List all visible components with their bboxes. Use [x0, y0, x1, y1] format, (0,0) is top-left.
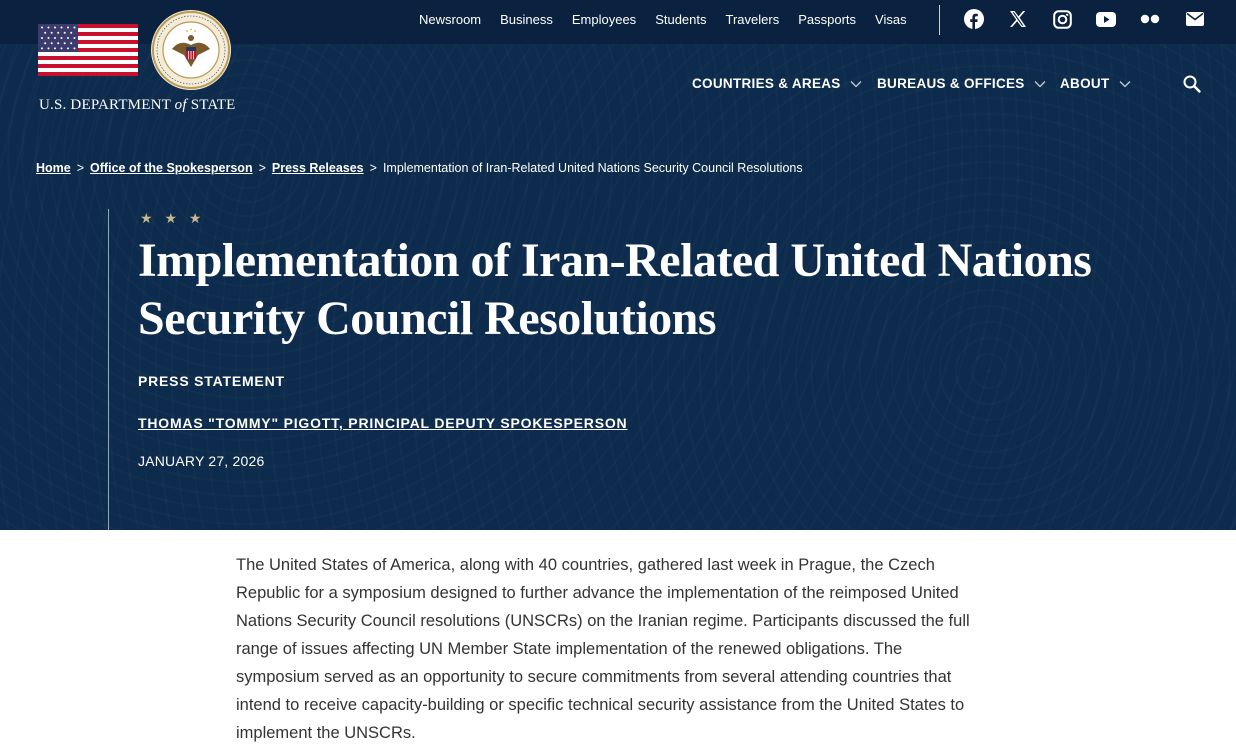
instagram-icon[interactable]	[1051, 8, 1073, 30]
chevron-down-icon	[1119, 80, 1131, 88]
flickr-icon[interactable]	[1139, 8, 1161, 30]
email-icon[interactable]	[1184, 8, 1206, 30]
nav-bureaus-label: BUREAUS & OFFICES	[877, 76, 1025, 91]
search-icon[interactable]	[1182, 74, 1202, 94]
dept-name-of: of	[174, 97, 187, 113]
breadcrumb-current: Implementation of Iran-Related United Nations Security Council Resolutions	[382, 161, 803, 175]
page-title: Implementation of Iran-Related United Nations Security Council Resolutions	[138, 234, 1092, 345]
utility-link-business[interactable]: Business	[500, 11, 553, 27]
youtube-icon[interactable]	[1095, 8, 1117, 30]
nav-countries-areas[interactable]	[692, 76, 862, 91]
dept-name-suffix: STATE	[186, 97, 236, 113]
utility-link-visas[interactable]: Visas	[875, 11, 907, 27]
utility-divider	[939, 5, 940, 35]
nav-about[interactable]	[1060, 76, 1131, 91]
chevron-down-icon	[850, 80, 862, 88]
stars-decoration: ★ ★ ★	[140, 210, 206, 226]
nav-about-label: ABOUT	[1060, 76, 1110, 91]
nav-countries-label: COUNTRIES & AREAS	[692, 76, 841, 91]
accent-divider	[108, 209, 109, 530]
author-link[interactable]: THOMAS "TOMMY" PIGOTT, PRINCIPAL DEPUTY SPOKESPERSON	[138, 415, 628, 431]
department-name[interactable]	[39, 97, 236, 114]
nav-bureaus-offices[interactable]	[877, 76, 1046, 91]
x-icon[interactable]	[1007, 8, 1029, 30]
breadcrumb-home[interactable]: Home	[36, 161, 71, 175]
department-seal-logo[interactable]	[150, 9, 232, 91]
breadcrumb-press-releases[interactable]: Press Releases	[271, 161, 364, 175]
article-body: The United States of America, along with 40 countries, gathered last week in Prague, the Czech Republic for a symposium designed to further advance the implementation of the reimposed United Nations Security Council resolutions (UNSCRs) on the Iranian regime. Participants discussed the full range of issues affecting UN Member State implementation of the renewed obligations. The symposium served as an opportunity to secure commitments from several attending countries that intend to receive capacity-building or specific technical security assistance from the United States to implement the UNSCRs.	[236, 556, 970, 742]
us-flag-logo[interactable]	[38, 24, 138, 76]
utility-link-newsroom[interactable]: Newsroom	[419, 11, 482, 27]
document-type: PRESS STATEMENT	[138, 373, 285, 389]
utility-nav	[419, 0, 926, 38]
breadcrumb-separator: >	[76, 161, 85, 175]
utility-link-students[interactable]: Students	[655, 11, 707, 27]
publish-date: JANUARY 27, 2026	[138, 453, 265, 469]
breadcrumb-separator: >	[258, 161, 266, 175]
utility-link-travelers[interactable]: Travelers	[725, 11, 780, 27]
utility-link-passports[interactable]: Passports	[798, 11, 857, 27]
breadcrumb	[36, 161, 803, 175]
dept-name-prefix: U.S. DEPARTMENT	[39, 97, 175, 113]
breadcrumb-separator: >	[369, 161, 377, 175]
facebook-icon[interactable]	[963, 8, 985, 30]
utility-link-employees[interactable]: Employees	[571, 11, 637, 27]
chevron-down-icon	[1034, 80, 1046, 88]
breadcrumb-spokesperson[interactable]: Office of the Spokesperson	[90, 161, 253, 175]
